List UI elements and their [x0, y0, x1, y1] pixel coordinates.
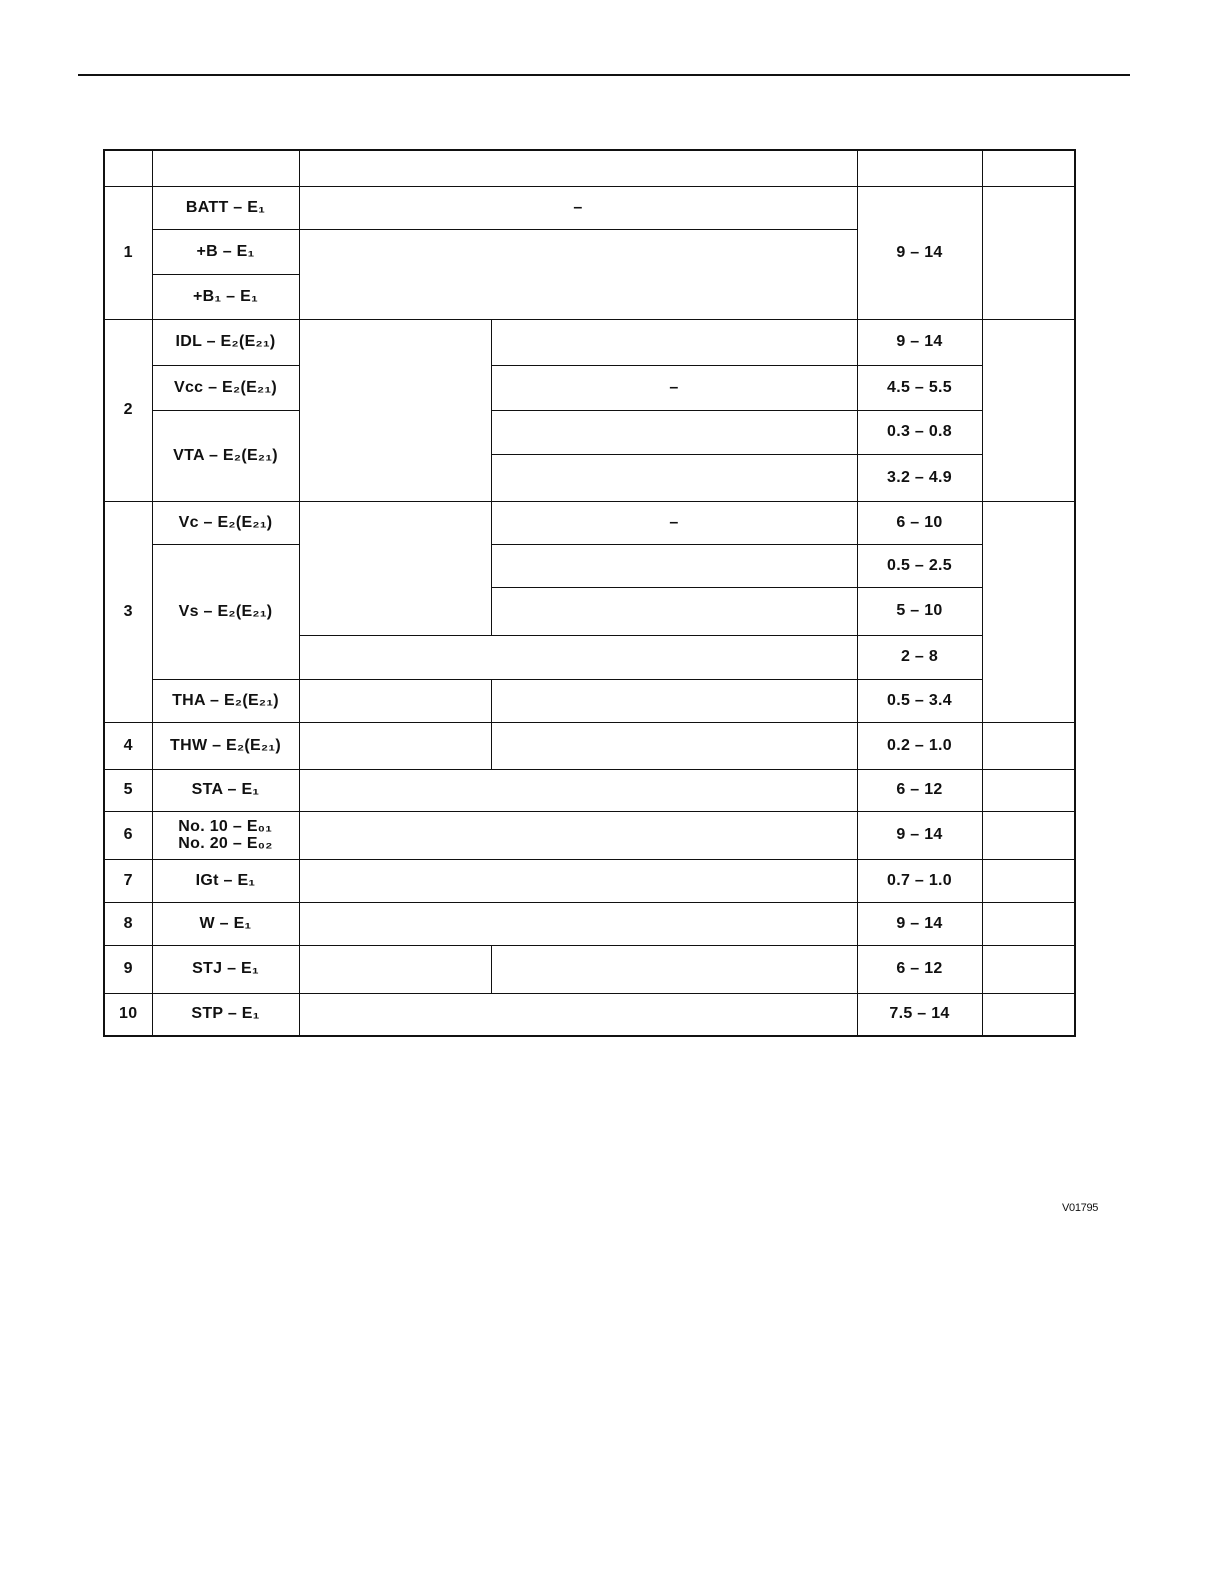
row-number: 9 — [104, 945, 152, 993]
table-row — [104, 365, 1075, 410]
remarks-cell — [982, 319, 1075, 501]
voltage-cell: 6 – 12 — [857, 945, 982, 993]
remarks-cell — [982, 993, 1075, 1036]
table-row — [104, 722, 1075, 769]
voltage-cell: 9 – 14 — [857, 902, 982, 945]
condition-detail-cell — [491, 587, 857, 635]
condition-cell — [299, 635, 857, 679]
remarks-cell — [982, 902, 1075, 945]
condition-detail-cell — [491, 945, 857, 993]
remarks-cell — [982, 811, 1075, 859]
voltage-cell: 9 – 14 — [857, 319, 982, 365]
condition-detail-cell — [491, 679, 857, 722]
voltage-cell: 9 – 14 — [857, 811, 982, 859]
terminal-cell: STA – E₁ — [152, 769, 299, 811]
terminal-cell: THW – E₂(E₂₁) — [152, 722, 299, 769]
terminal-cell: BATT – E₁ — [152, 186, 299, 229]
separator-dash: – — [232, 834, 243, 852]
table-row — [104, 993, 1075, 1036]
voltage-cell: 7.5 – 14 — [857, 993, 982, 1036]
table-row — [104, 186, 1075, 229]
table-row — [104, 945, 1075, 993]
condition-cell — [299, 811, 857, 859]
condition-detail-cell — [491, 454, 857, 501]
remarks-cell — [982, 769, 1075, 811]
row-number: 5 — [104, 769, 152, 811]
row-number: 2 — [104, 319, 152, 501]
remarks-cell — [982, 186, 1075, 319]
condition-cell — [299, 902, 857, 945]
voltage-spec-table — [103, 149, 1076, 1037]
condition-detail-cell: – — [491, 365, 857, 410]
table-header-row — [104, 150, 1075, 186]
header-cell-no — [104, 150, 152, 186]
condition-detail-cell — [491, 319, 857, 365]
row-number: 8 — [104, 902, 152, 945]
terminal-cell: IDL – E₂(E₂₁) — [152, 319, 299, 365]
header-cell-terminals — [152, 150, 299, 186]
row-number: 10 — [104, 993, 152, 1036]
terminal-no20: No. 20 — [178, 834, 229, 852]
terminal-cell: THA – E₂(E₂₁) — [152, 679, 299, 722]
terminal-cell: +B – E₁ — [152, 229, 299, 274]
terminal-cell: VTA – E₂(E₂₁) — [152, 410, 299, 501]
table-row — [104, 902, 1075, 945]
condition-detail-cell — [491, 722, 857, 769]
remarks-cell — [982, 722, 1075, 769]
condition-cell — [299, 859, 857, 902]
terminal-cell: Vs – E₂(E₂₁) — [152, 544, 299, 679]
row-number: 7 — [104, 859, 152, 902]
table-row — [104, 769, 1075, 811]
terminal-cell: STJ – E₁ — [152, 945, 299, 993]
voltage-cell: 0.5 – 2.5 — [857, 544, 982, 587]
table-row — [104, 544, 1075, 587]
header-cell-remarks — [982, 150, 1075, 186]
table-row — [104, 679, 1075, 722]
row-number: 4 — [104, 722, 152, 769]
remarks-cell — [982, 501, 1075, 722]
table-row — [104, 859, 1075, 902]
condition-detail-cell — [491, 544, 857, 587]
table-row — [104, 501, 1075, 544]
terminal-cell: Vcc – E₂(E₂₁) — [152, 365, 299, 410]
separator-dash: – — [232, 817, 243, 835]
remarks-cell — [982, 945, 1075, 993]
table-row — [104, 811, 1075, 859]
terminal-e01: E₀₁ — [246, 817, 273, 835]
header-cell-condition — [299, 150, 857, 186]
condition-cell — [299, 679, 491, 722]
condition-cell: – — [299, 186, 857, 229]
condition-cell — [299, 319, 491, 501]
terminal-cell: Vc – E₂(E₂₁) — [152, 501, 299, 544]
table-row — [104, 319, 1075, 365]
voltage-cell: 4.5 – 5.5 — [857, 365, 982, 410]
terminal-no10: No. 10 — [178, 817, 229, 835]
terminal-cell: W – E₁ — [152, 902, 299, 945]
voltage-cell: 9 – 14 — [857, 186, 982, 319]
voltage-cell: 0.2 – 1.0 — [857, 722, 982, 769]
condition-cell — [299, 993, 857, 1036]
figure-code: V01795 — [1062, 1202, 1099, 1214]
voltage-cell: 0.7 – 1.0 — [857, 859, 982, 902]
row-number: 3 — [104, 501, 152, 722]
row-number: 1 — [104, 186, 152, 319]
voltage-cell: 3.2 – 4.9 — [857, 454, 982, 501]
voltage-cell: 5 – 10 — [857, 587, 982, 635]
terminal-cell: IGt – E₁ — [152, 859, 299, 902]
terminal-pair — [178, 818, 272, 852]
header-rule — [78, 74, 1130, 76]
condition-detail-cell — [491, 410, 857, 454]
condition-detail-cell: – — [491, 501, 857, 544]
condition-cell — [299, 769, 857, 811]
voltage-cell: 6 – 10 — [857, 501, 982, 544]
condition-cell — [299, 229, 857, 319]
voltage-cell: 2 – 8 — [857, 635, 982, 679]
row-number: 6 — [104, 811, 152, 859]
condition-cell — [299, 501, 491, 635]
table-row — [104, 410, 1075, 454]
voltage-cell: 6 – 12 — [857, 769, 982, 811]
remarks-cell — [982, 859, 1075, 902]
terminal-cell — [152, 811, 299, 859]
header-cell-std-voltage — [857, 150, 982, 186]
terminal-cell: +B₁ – E₁ — [152, 274, 299, 319]
terminal-e02: E₀₂ — [246, 834, 273, 852]
condition-cell — [299, 722, 491, 769]
voltage-cell: 0.5 – 3.4 — [857, 679, 982, 722]
condition-cell — [299, 945, 491, 993]
terminal-cell: STP – E₁ — [152, 993, 299, 1036]
voltage-cell: 0.3 – 0.8 — [857, 410, 982, 454]
